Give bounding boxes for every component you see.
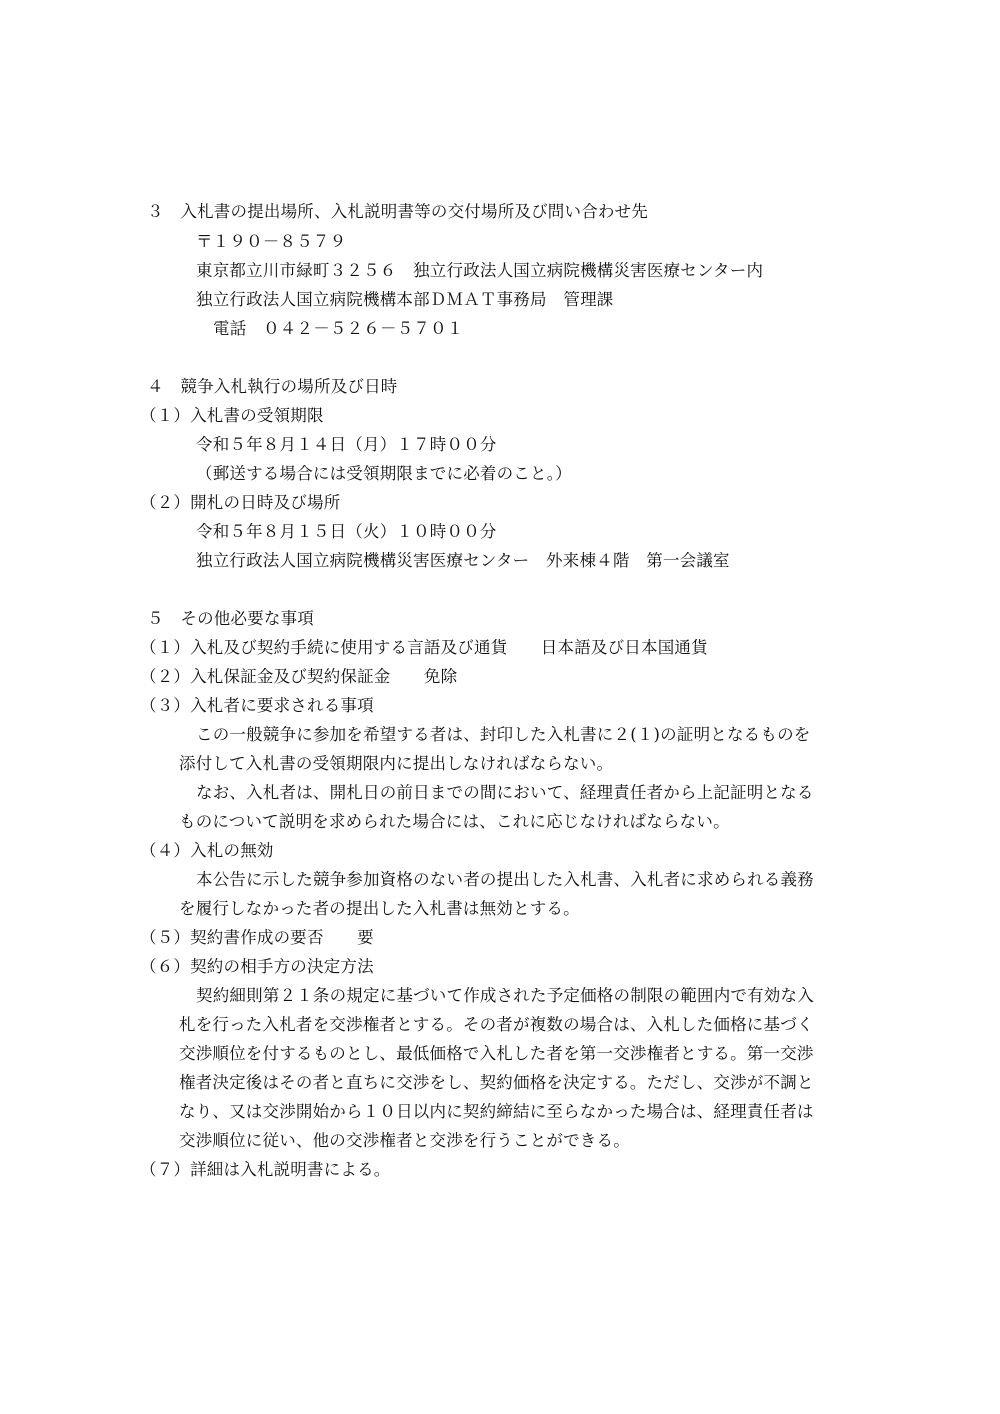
s5-item6-line4: 権者決定後はその者と直ちに交渉をし、契約価格を決定する。ただし、交渉が不調と: [179, 1073, 814, 1092]
s4-item1-title: （１）入札書の受領期限: [140, 406, 324, 425]
s5-item2: （２）入札保証金及び契約保証金 免除: [140, 667, 458, 686]
s5-item5: （５）契約書作成の要否 要: [140, 928, 374, 947]
s5-item6-line3: 交渉順位を付するものとし、最低価格で入札した者を第一交渉権者とする。第一交渉: [179, 1044, 814, 1063]
address: 東京都立川市緑町３２５６ 独立行政法人国立病院機構災害医療センター内: [196, 261, 764, 280]
s5-item7: （７）詳細は入札説明書による。: [140, 1160, 391, 1179]
section5-heading: ５ その他必要な事項: [147, 609, 314, 628]
s5-item6-title: （６）契約の相手方の決定方法: [140, 957, 374, 976]
s4-item2-date: 令和５年８月１５日（火）１０時００分: [196, 522, 497, 541]
s5-item6-line5: なり、又は交渉開始から１０日以内に契約締結に至らなかった場合は、経理責任者は: [179, 1102, 814, 1121]
office-name: 独立行政法人国立病院機構本部ＤＭＡＴ事務局 管理課: [196, 290, 614, 309]
s5-item3-title: （３）入札者に要求される事項: [140, 696, 374, 715]
s4-item2-title: （２）開札の日時及び場所: [140, 493, 341, 512]
s5-item6-line6: 交渉順位に従い、他の交渉権者と交渉を行うことができる。: [179, 1131, 630, 1150]
s5-item3-para2-line1: なお、入札者は、開札日の前日までの間において、経理責任者から上記証明となる: [196, 783, 814, 802]
postal-code: 〒１９０－８５７９: [196, 232, 347, 251]
s5-item4-line2: を履行しなかった者の提出した入札書は無効とする。: [179, 899, 580, 918]
s5-item3-para2-line2: ものについて説明を求められた場合には、これに応じなければならない。: [179, 812, 730, 831]
s5-item3-para1-line1: この一般競争に参加を希望する者は、封印した入札書に２(１)の証明となるものを: [196, 725, 811, 744]
s5-item1: （１）入札及び契約手続に使用する言語及び通貨 日本語及び日本国通貨: [140, 638, 708, 657]
section4-heading: ４ 競争入札執行の場所及び日時: [147, 377, 398, 396]
s5-item6-line1: 契約細則第２１条の規定に基づいて作成された予定価格の制限の範囲内で有効な入: [196, 986, 814, 1005]
s5-item4-title: （４）入札の無効: [140, 841, 274, 860]
phone-number: 電話 ０４２－５２６－５７０１: [213, 319, 464, 338]
s5-item4-line1: 本公告に示した競争参加資格のない者の提出した入札書、入札者に求められる義務: [196, 870, 814, 889]
s5-item3-para1-line2: 添付して入札書の受領期限内に提出しなければならない。: [179, 754, 614, 773]
s4-item2-place: 独立行政法人国立病院機構災害医療センター 外来棟４階 第一会議室: [196, 551, 730, 570]
section3-heading: ３ 入札書の提出場所、入札説明書等の交付場所及び問い合わせ先: [147, 202, 648, 221]
s4-item1-note: （郵送する場合には受領期限までに必着のこと。）: [196, 464, 572, 483]
s5-item6-line2: 札を行った入札者を交渉権者とする。その者が複数の場合は、入札した価格に基づく: [179, 1015, 814, 1034]
s4-item1-date: 令和５年８月１４日（月）１７時００分: [196, 435, 497, 454]
